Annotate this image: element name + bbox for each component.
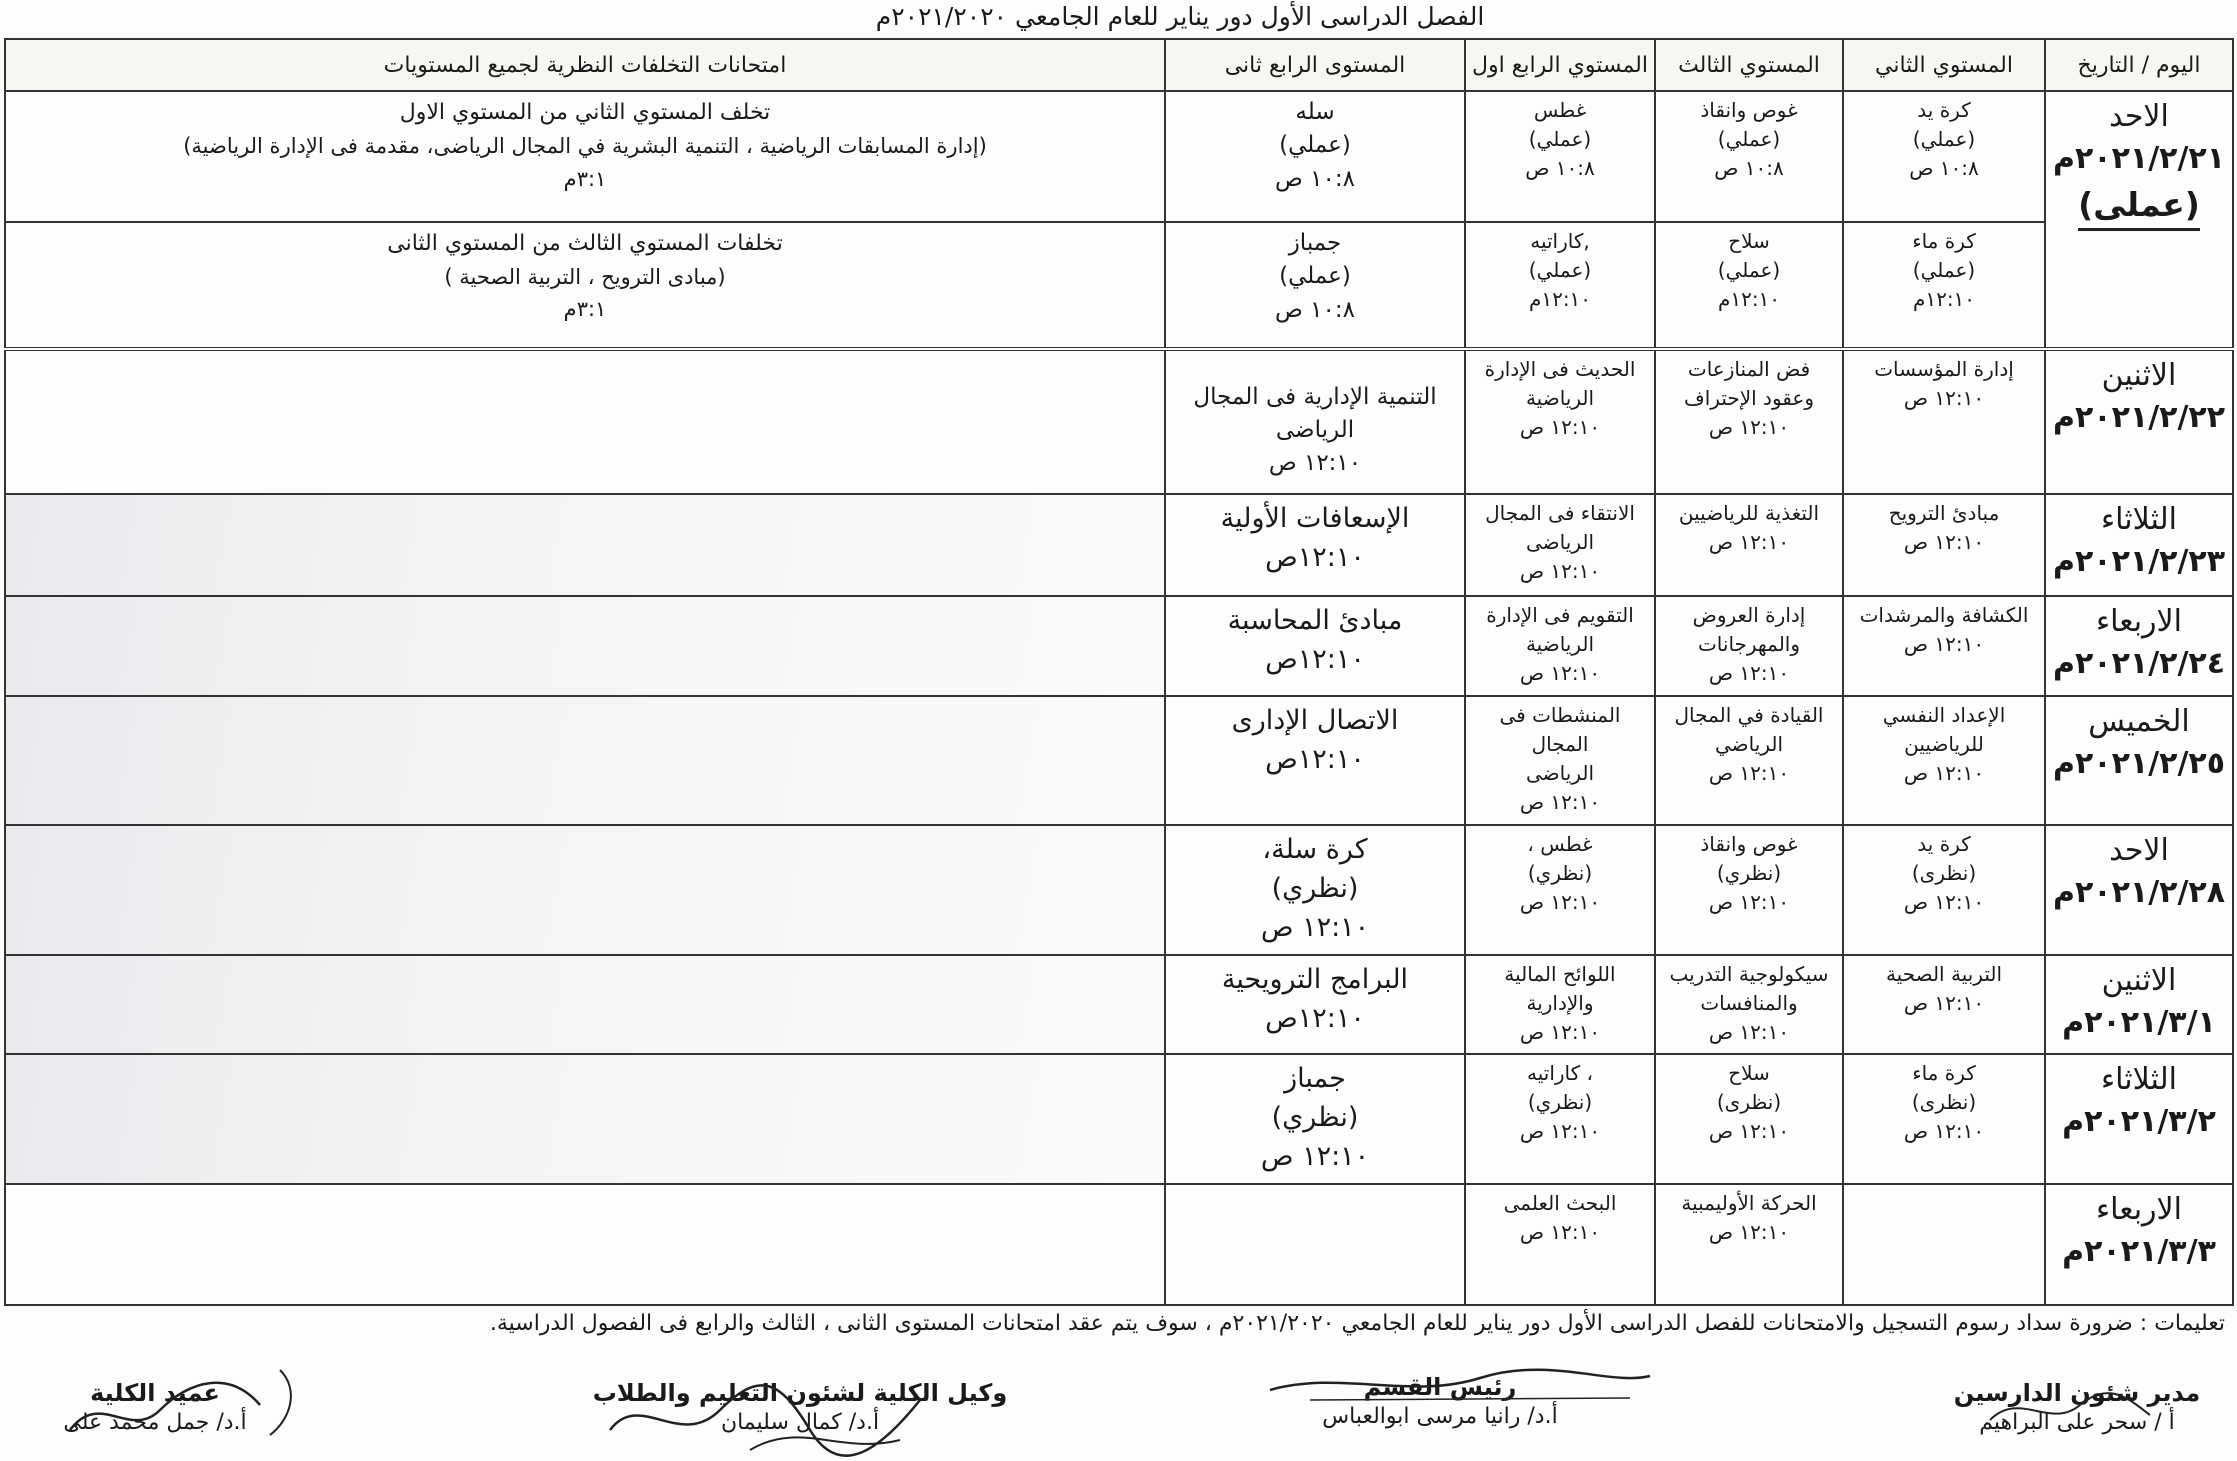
day-date: ٢٠٢١/٢/٢١م [2052,141,2226,176]
exam-cell [1843,91,2045,222]
backlog-title: تخلف المستوي الثاني من المستوي الاول [399,100,771,125]
exam-cell [1655,349,1843,494]
day-cell [2045,1184,2233,1305]
exam-subject-cont: الرياضي [1715,732,1783,756]
table-row [5,596,2233,696]
exam-cell [1465,349,1655,494]
exam-time: ١٢:١٠ ص [1519,1220,1601,1245]
signature-title: مدير شئون الدارسين [1953,1379,2201,1407]
exam-subject: الحديث فى الإدارة [1484,356,1636,381]
exam-type: (عملي) [1912,257,1976,282]
day-cell [2045,696,2233,825]
exam-subject-cont: للرياضيين [1904,732,1984,756]
exam-subject: فض المنازعات [1687,356,1811,381]
day-cell [2045,349,2233,494]
exam-time: ١٢:١٠ ص [1260,912,1370,944]
exam-cell [1465,222,1655,349]
exam-cell [1655,825,1843,955]
exam-time: ١٢:١٠ ص [1519,889,1601,914]
day-cell [2045,955,2233,1054]
exam-type: (نظري) [1527,860,1593,885]
signature-name: أ.د/ رانيا مرسى ابوالعباس [1322,1404,1558,1429]
exam-subject: ,كاراتيه [1530,228,1590,253]
exam-subject: كرة يد [1917,831,1971,856]
exam-cell [1843,222,2045,349]
exam-subject: الكشافة والمرشدات [1859,602,2029,627]
exam-type: (عملي) [1912,127,1976,151]
day-name: الاحد [2109,99,2169,134]
exam-subject: مبادئ الترويح [1888,500,2000,525]
exam-subject: مبادئ المحاسبة [1227,604,1403,636]
exam-time: ١٢:١٠ ص [1519,414,1601,439]
backlog-cell-empty [5,349,1165,494]
exam-cell-empty [1165,1184,1465,1305]
exam-time: ١٢:١٠ص [1265,643,1365,675]
day-cell [2045,596,2233,696]
exam-subject-cont: الرياضى [1526,529,1594,554]
exam-time: ١٢:١٠ ص [1708,761,1790,785]
exam-type: (نظري) [1271,1102,1359,1134]
exam-subject: غطس ، [1527,831,1593,856]
signature-title: رئيس القسم [1363,1373,1517,1401]
header-day-date: اليوم / التاريخ [2045,39,2233,91]
exam-time: ١٠:٨ ص [1714,156,1784,180]
day-name: الثلاثاء [2100,501,2178,537]
signature-name: أ.د/ جمل محمد على [63,1410,247,1435]
exam-cell [1655,222,1843,349]
exam-subject: كرة يد [1917,98,1971,122]
exam-cell [1843,955,2045,1054]
exam-time: ١٢:١٠م [1912,286,1976,311]
exam-type: (عملي) [1528,127,1592,151]
exam-cell [1165,696,1465,825]
backlog-cell-empty [5,494,1165,596]
day-name: الثلاثاء [2100,1062,2178,1098]
exam-cell [1655,494,1843,596]
exam-time: ١٢:١٠ ص [1708,1119,1790,1144]
exam-schedule-table [4,38,2234,1306]
exam-subject: كرة سلة، [1262,833,1368,865]
exam-time: ١٢:١٠ ص [1268,450,1362,477]
exam-time: ١٢:١٠ ص [1708,529,1790,554]
backlog-cell-empty [5,1184,1165,1305]
exam-subject-cont: الرياضية [1525,385,1595,410]
table-row [5,91,2233,222]
header-level-3: المستوي الثالث [1655,39,1843,91]
table-row [5,222,2233,349]
exam-subject-cont: والمهرجانات [1697,631,1801,656]
day-date: ٢٠٢١/٢/٢٥م [2052,746,2226,781]
exam-subject: سله [1295,99,1335,125]
exam-cell [1465,825,1655,955]
exam-subject-cont: وعقود الإحتراف [1684,385,1814,410]
exam-subject: القيادة في المجال [1674,703,1824,727]
exam-cell [1655,696,1843,825]
exam-type: (نظرى) [1911,860,1977,885]
exam-subject: التغذية للرياضيين [1678,500,1820,525]
exam-cell [1165,349,1465,494]
exam-subject-cont: والمنافسات [1700,990,1798,1015]
exam-time: ١٢:١٠ ص [1519,558,1601,583]
signature-title: عميد الكلية [90,1379,220,1407]
exam-time: ١٢:١٠ ص [1519,1019,1601,1044]
exam-time: ١٢:١٠ ص [1708,1220,1790,1245]
exam-subject: كرة ماء [1912,228,1976,253]
exam-time: ١٢:١٠ص [1265,541,1365,573]
exam-subject: اللوائح المالية والإدارية [1504,961,1616,1015]
exam-cell [1465,696,1655,825]
exam-time: ١٢:١٠ ص [1519,790,1601,814]
exam-subject: الإعداد النفسي [1882,703,2006,727]
exam-cell [1165,494,1465,596]
day-cell [2045,91,2233,349]
exam-type: (نظري) [1527,1090,1593,1115]
exam-type: (عملي) [1528,257,1592,282]
exam-cell [1843,696,2045,825]
exam-time: ١٢:١٠ ص [1903,889,1985,914]
exam-time: ١٢:١٠ ص [1708,1019,1790,1044]
day-date: ٢٠٢١/٢/٢٤م [2052,645,2226,681]
day-date: ٢٠٢١/٢/٢٢م [2052,399,2226,435]
day-cell [2045,494,2233,596]
exam-cell [1843,596,2045,696]
exam-subject: غوص وانقاذ [1700,831,1798,856]
exam-subject: جمباز [1284,1063,1346,1095]
backlog-cell-empty [5,825,1165,955]
exam-subject: التربية الصحية [1885,961,2003,986]
handwritten-signature [1250,1360,1670,1410]
header-level-4-first: المستوي الرابع اول [1465,39,1655,91]
day-name: الاربعاء [2095,603,2182,639]
exam-cell [1465,1054,1655,1184]
day-date: ٢٠٢١/٢/٢٣م [2052,543,2226,579]
instructions-note: تعليمات : ضرورة سداد رسوم التسجيل والامتحانات للفصل الدراسى الأول دور يناير للعام الجامعي ٢٠٢١/٢٠٢٠م ، سوف يتم عقد امتحانات المستوى الثانى ، الثالث والرابع فى الفصول الدراسية. [489,1311,2225,1336]
exam-type: (عملي) [1279,132,1351,159]
day-date: ٢٠٢١/٢/٢٨م [2052,874,2226,910]
exam-time: ١٢:١٠ ص [1708,889,1790,914]
exam-time: ١٢:١٠م [1528,286,1592,311]
exam-cell [1165,222,1465,349]
exam-subject: البرامج الترويحية [1221,963,1409,995]
handwritten-signature [60,1350,320,1450]
day-name: الخميس [2088,704,2190,739]
exam-subject: الانتقاء فى المجال [1485,500,1635,525]
exam-cell [1655,955,1843,1054]
exam-type: (عملي) [1279,263,1351,290]
exam-time: ١٢:١٠ ص [1903,990,1985,1015]
backlog-cell-empty [5,696,1165,825]
exam-type: (نظري) [1271,872,1359,904]
exam-cell [1843,494,2045,596]
header-level-4-second: المستوى الرابع ثانى [1165,39,1465,91]
header-theoretical-backlogs: امتحانات التخلفات النظرية لجميع المستويات [5,39,1165,91]
table-row [5,494,2233,596]
exam-time: ١٢:١٠ ص [1708,414,1790,439]
header-level-2: المستوي الثاني [1843,39,2045,91]
exam-cell-empty [1843,1184,2045,1305]
exam-subject: ، كاراتيه [1527,1061,1593,1086]
day-name: الاحد [2109,832,2169,868]
day-name: الاربعاء [2095,1192,2182,1228]
backlog-subjects: (إدارة المسابقات الرياضية ، التنمية البشرية في المجال الرياضى، مقدمة فى الإدارة الرياضية) [183,134,987,159]
table-row [5,696,2233,825]
exam-subject: الإسعافات الأولية [1220,502,1410,534]
backlog-time: ٣:١م [563,297,607,322]
exam-subject: سلاح [1728,228,1770,253]
exam-time: ١٠:٨ ص [1275,165,1355,192]
exam-subject-cont: الرياضية [1525,631,1595,656]
exam-cell [1465,1184,1655,1305]
table-row [5,1054,2233,1184]
exam-type: (عملي) [1717,257,1781,282]
exam-cell [1465,596,1655,696]
exam-time: ١٢:١٠ ص [1903,761,1985,785]
handwritten-signature [1980,1370,2160,1440]
exam-time: ١٢:١٠ ص [1903,631,1985,656]
exam-type: (نظري) [1716,860,1782,885]
day-date: ٢٠٢١/٣/٢م [2062,1104,2216,1140]
handwritten-signature [600,1360,1020,1460]
exam-time: ١٠:٨ ص [1525,156,1595,180]
exam-time: ١٢:١٠ ص [1519,1119,1601,1144]
exam-cell [1843,1054,2045,1184]
exam-subject: التنمية الإدارية فى المجال [1193,383,1437,410]
exam-type: (نظرى) [1716,1090,1782,1115]
exam-cell [1843,349,2045,494]
exam-time: ١٢:١٠ ص [1903,1119,1985,1144]
exam-cell [1655,1184,1843,1305]
day-cell [2045,825,2233,955]
exam-cell [1165,596,1465,696]
backlog-cell [5,91,1165,222]
backlog-cell-empty [5,1054,1165,1184]
day-note: (عملى) [2078,182,2200,231]
exam-cell [1465,91,1655,222]
day-date: ٢٠٢١/٣/٣م [2062,1234,2216,1270]
day-name: الاثنين [2101,962,2177,998]
exam-time: ١٠:٨ ص [1909,156,1979,180]
exam-subject: سيكولوجية التدريب [1669,961,1829,986]
day-date: ٢٠٢١/٣/١م [2062,1004,2216,1040]
exam-cell [1465,494,1655,596]
exam-subject: الحركة الأوليمبية [1681,1191,1817,1216]
signature-title: وكيل الكلية لشئون التعليم والطلاب [592,1379,1008,1407]
exam-time: ١٢:١٠ ص [1519,660,1601,685]
exam-subject: التقويم فى الإدارة [1486,602,1634,627]
exam-cell [1465,955,1655,1054]
exam-type: (عملي) [1717,127,1781,151]
exam-cell [1165,825,1465,955]
exam-subject: غوص وانقاذ [1700,98,1798,122]
exam-time: ١٢:١٠ ص [1903,529,1985,554]
document-title: الفصل الدراسى الأول دور يناير للعام الجامعي ٢٠٢١/٢٠٢٠م [875,2,1485,31]
backlog-cell [5,222,1165,349]
signature-name: أ / سحر على البراهيم [1979,1410,2175,1435]
exam-time: ١٢:١٠ص [1265,1003,1365,1035]
backlog-title: تخلفات المستوي الثالث من المستوي الثانى [387,230,783,256]
header-row [5,39,2233,91]
table-row [5,955,2233,1054]
table-row [5,349,2233,494]
exam-subject: كرة ماء [1912,1061,1976,1086]
exam-cell [1655,596,1843,696]
exam-time: ١٢:١٠ ص [1708,660,1790,685]
exam-type: (نظرى) [1911,1090,1977,1115]
table-row [5,825,2233,955]
exam-time: ١٢:١٠ ص [1260,1141,1370,1173]
exam-subject-cont: الرياضى [1275,416,1355,443]
backlog-cell-empty [5,955,1165,1054]
exam-cell [1843,825,2045,955]
backlog-time: ٣:١م [563,166,607,191]
exam-subject: جمباز [1288,229,1342,256]
backlog-subjects: (مبادى الترويح ، التربية الصحية ) [444,264,726,289]
exam-time: ١٢:١٠م [1717,286,1781,311]
exam-cell [1165,955,1465,1054]
exam-subject: غطس [1533,98,1587,122]
exam-subject: المنشطات فى المجال [1499,703,1621,756]
exam-time: ١٠:٨ ص [1275,296,1355,323]
exam-subject: سلاح [1728,1061,1770,1086]
exam-cell [1165,1054,1465,1184]
table-row [5,1184,2233,1305]
exam-subject: البحث العلمى [1503,1191,1617,1216]
exam-cell [1655,1054,1843,1184]
backlog-cell-empty [5,596,1165,696]
exam-subject: الاتصال الإدارى [1231,705,1399,736]
exam-cell [1165,91,1465,222]
signature-name: أ.د/ كمال سليمان [720,1410,880,1435]
day-name: الاثنين [2101,357,2177,393]
exam-subject: إدارة العروض [1692,602,1806,627]
exam-time: ١٢:١٠ ص [1903,385,1985,410]
exam-cell [1655,91,1843,222]
exam-time: ١٢:١٠ص [1265,744,1365,776]
exam-subject: إدارة المؤسسات [1874,356,2014,381]
exam-subject-cont: الرياضى [1526,761,1594,785]
day-cell [2045,1054,2233,1184]
